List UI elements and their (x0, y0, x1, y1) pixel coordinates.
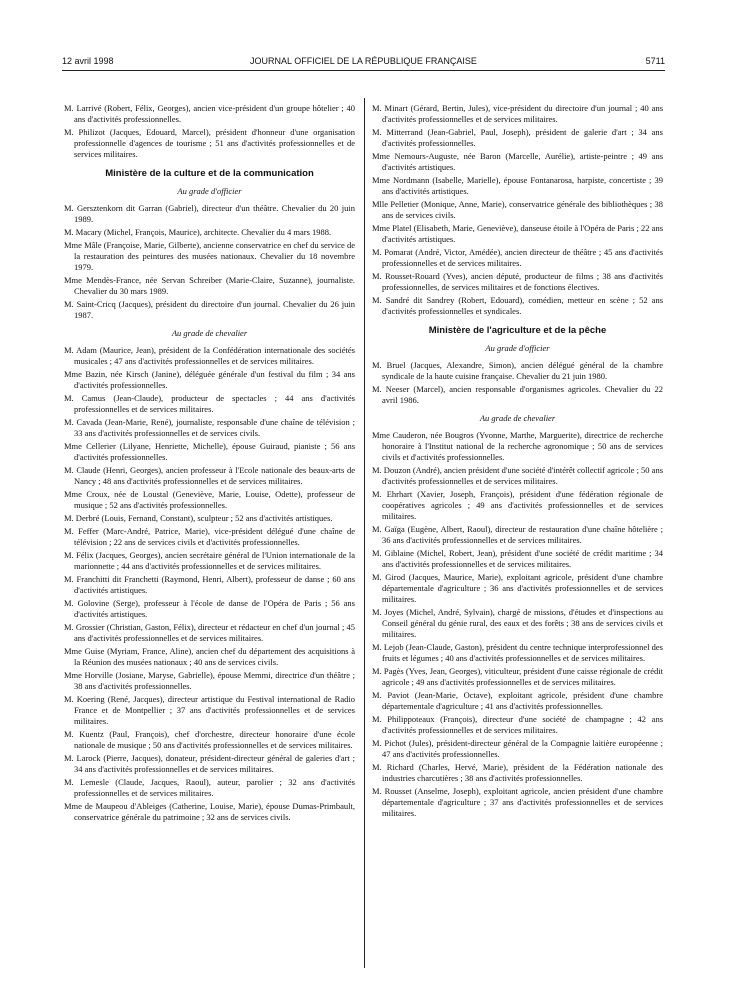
honoree-entry: M. Golovine (Serge), professeur à l'école de danse de l'Opéra de Paris ; 56 ans d'activités artistiques. (64, 598, 355, 619)
honoree-entry: M. Pagès (Yves, Jean, Georges), viticulteur, président d'une caisse régionale de crédit agricole ; 49 ans d'activités professionnelles et de services militaires. (372, 666, 663, 687)
ministry-heading: Ministère de la culture et de la communication (105, 168, 314, 179)
honoree-entry: Mme Guise (Myriam, France, Aline), ancien chef du département des acquisitions à la Réunion des musées nationaux ; 40 ans de services civils. (64, 646, 355, 667)
honoree-entry: M. Lejob (Jean-Claude, Gaston), président du centre technique interprofessionnel des fruits et légumes ; 40 ans d'activités professionnelles et de services militaires. (372, 642, 663, 663)
honoree-entry: Mme Nemours-Auguste, née Baron (Marcelle, Aurélie), artiste-peintre ; 49 ans d'activités artistiques. (372, 151, 663, 172)
honoree-entry: M. Rousset (Anselme, Joseph), exploitant agricole, ancien président d'une chambre départementale d'agriculture ; 37 ans d'activités professionnelles et de services militaires. (372, 786, 663, 818)
honoree-entry: Mme Cauderon, née Bougros (Yvonne, Marthe, Marguerite), directrice de recherche honoraire à l'Institut national de la recherche agronomique ; 50 ans de services civils et d'activités professionnelles. (372, 430, 663, 462)
honoree-entry: M. Girod (Jacques, Maurice, Marie), exploitant agricole, président d'une chambre départementale d'agriculture ; 36 ans d'activités professionnelles et de services militaires. (372, 572, 663, 604)
honoree-entry: Mme Mendès-France, née Servan Schreiber (Marie-Claire, Suzanne), journaliste. Chevalier du 30 mars 1989. (64, 275, 355, 296)
honoree-entry: Mme Platel (Elisabeth, Marie, Geneviève), danseuse étoile à l'Opéra de Paris ; 22 ans d'activités artistiques. (372, 223, 663, 244)
honoree-entry: M. Franchitti dit Franchetti (Raymond, Henri, Albert), professeur de danse ; 60 ans d'activités artistiques. (64, 574, 355, 595)
honoree-entry: M. Pomarat (André, Victor, Amédée), ancien directeur de théâtre ; 45 ans d'activités professionnelles et de services militaires. (372, 247, 663, 268)
grade-heading: Au grade d'officier (177, 186, 242, 196)
honoree-entry: M. Saint-Cricq (Jacques), président du directoire d'un journal. Chevalier du 26 juin 1987. (64, 299, 355, 320)
honoree-entry: M. Sandré dit Sandrey (Robert, Edouard), comédien, metteur en scène ; 52 ans d'activités professionnelles et syndicales. (372, 295, 663, 316)
right-column (372, 103, 663, 821)
honoree-entry: M. Philippoteaux (François), directeur d'une société de champagne ; 42 ans d'activités professionnelles et de services militaires. (372, 714, 663, 735)
honoree-entry: M. Larrivé (Robert, Félix, Georges), ancien vice-président d'un groupe hôtelier ; 40 ans d'activités professionnelles. (64, 103, 355, 124)
honoree-entry: Mme Horville (Josiane, Maryse, Gabrielle), épouse Memmi, directrice d'un théâtre ; 38 ans d'activités professionnelles. (64, 670, 355, 691)
honoree-entry: M. Mitterrand (Jean-Gabriel, Paul, Joseph), président de galerie d'art ; 34 ans d'activités professionnelles. (372, 127, 663, 148)
page-header (62, 56, 665, 71)
honoree-entry: M. Douzon (André), ancien président d'une société d'intérêt collectif agricole ; 50 ans d'activités professionnelles et de services militaires. (372, 465, 664, 486)
honoree-entry: M. Gaïga (Eugène, Albert, Raoul), directeur de restauration d'une chaîne hôtelière ; 36 ans d'activités professionnelles et de services militaires. (372, 524, 663, 545)
honoree-entry: Mme Cellerier (Lilyane, Henriette, Michelle), épouse Guiraud, pianiste ; 56 ans d'activités professionnelles. (64, 441, 355, 462)
honoree-entry: M. Paviot (Jean-Marie, Octave), exploitant agricole, président d'une chambre départementale d'agriculture ; 41 ans d'activités professionnelles. (372, 690, 663, 711)
ministry-heading: Ministère de l'agriculture et de la pêche (428, 325, 607, 336)
honoree-entry: M. Neeser (Marcel), ancien responsable d'organismes agricoles. Chevalier du 22 avril 1986. (372, 384, 663, 405)
grade-heading: Au grade de chevalier (171, 328, 248, 338)
left-column (64, 103, 355, 825)
honoree-entry: M. Cavada (Jean-Marie, René), journaliste, responsable d'une chaîne de télévision ; 33 ans d'activités professionnelles et de services civils. (64, 417, 355, 438)
honoree-entry: M. Félix (Jacques, Georges), ancien secrétaire général de l'Union internationale de la marionnette ; 44 ans d'activités professionnelles et de services militaires. (64, 550, 355, 571)
column-divider (364, 98, 365, 968)
grade-heading: Au grade d'officier (485, 343, 550, 353)
page-number: 5711 (645, 56, 665, 66)
honoree-entry: M. Macary (Michel, François, Maurice), architecte. Chevalier du 4 mars 1988. (64, 227, 332, 237)
honoree-entry: Mlle Pelletier (Monique, Anne, Marie), conservatrice générale des bibliothèques ; 38 ans de services civils. (372, 199, 663, 220)
honoree-entry: M. Koering (René, Jacques), directeur artistique du Festival international de Radio France et de Montpellier ; 37 ans d'activités professionnelles et de services militaires. (64, 694, 355, 726)
honoree-entry: M. Richard (Charles, Hervé, Marie), président de la Fédération nationale des industries charcutières ; 38 ans d'activités professionnelles. (372, 762, 663, 783)
honoree-entry: Mme Nordmann (Isabelle, Marielle), épouse Fontanarosa, harpiste, concertiste ; 39 ans d'activités artistiques. (372, 175, 663, 196)
honoree-entry: M. Lemesle (Claude, Jacques, Raoul), auteur, parolier ; 32 ans d'activités professionnelles et de services militaires. (64, 777, 355, 798)
honoree-entry: Mme Mâle (Françoise, Marie, Gilberte), ancienne conservatrice en chef du service de la restauration des peintures des musées nationaux. Chevalier du 18 novembre 1979. (64, 240, 355, 272)
honoree-entry: M. Gersztenkorn dit Garran (Gabriel), directeur d'un théâtre. Chevalier du 20 juin 1989. (64, 203, 355, 224)
journal-title: JOURNAL OFFICIEL DE LA RÉPUBLIQUE FRANÇAISE (250, 56, 477, 66)
honoree-entry: M. Minart (Gérard, Bertin, Jules), vice-président du directoire d'un journal ; 40 ans d'activités professionnelles et de services militaires. (372, 103, 663, 124)
honoree-entry: Mme Bazin, née Kirsch (Janine), déléguée générale d'un festival du film ; 34 ans d'activités professionnelles. (64, 369, 355, 390)
grade-heading: Au grade de chevalier (479, 413, 556, 423)
honoree-entry: M. Bruel (Jacques, Alexandre, Simon), ancien délégué général de la chambre syndicale de la haute cuisine française. Chevalier du 21 juin 1980. (372, 360, 663, 381)
honoree-entry: Mme de Maupeou d'Ableiges (Catherine, Louise, Marie), épouse Dumas-Primbault, conservatrice générale du patrimoine ; 32 ans de services civils. (64, 801, 355, 822)
honoree-entry: M. Rousset-Rouard (Yves), ancien député, producteur de films ; 38 ans d'activités professionnelles, de services militaires et de fonctions électives. (372, 271, 663, 292)
honoree-entry: Mme Croux, née de Loustal (Geneviève, Marie, Louise, Odette), professeur de musique ; 52 ans d'activités professionnelles. (64, 489, 355, 510)
honoree-entry: M. Adam (Maurice, Jean), président de la Confédération internationale des sociétés musicales ; 47 ans d'activités professionnelles et de services militaires. (64, 345, 355, 366)
header-date: 12 avril 1998 (62, 56, 114, 66)
honoree-entry: M. Ehrhart (Xavier, Joseph, François), président d'une fédération régionale de coopératives agricoles ; 49 ans d'activités professionnelles et de services militaires. (372, 489, 663, 521)
honoree-entry: M. Derbré (Louis, Fernand, Constant), sculpteur ; 52 ans d'activités artistiques. (64, 513, 333, 523)
honoree-entry: M. Camus (Jean-Claude), producteur de spectacles ; 44 ans d'activités professionnelles et de services militaires. (64, 393, 355, 414)
honoree-entry: M. Grossier (Christian, Gaston, Félix), directeur et rédacteur en chef d'un journal ; 45 ans d'activités professionnelles et de services militaires. (64, 622, 355, 643)
honoree-entry: M. Kuentz (Paul, François), chef d'orchestre, directeur honoraire d'une école nationale de musique ; 50 ans d'activités professionnelles et de services militaires. (64, 729, 355, 750)
honoree-entry: M. Philizot (Jacques, Edouard, Marcel), président d'honneur d'une organisation professionnelle d'agences de tourisme ; 51 ans d'activités professionnelles et de services militaires. (64, 127, 355, 159)
honoree-entry: M. Giblaine (Michel, Robert, Jean), président d'une société de crédit maritime ; 34 ans d'activités professionnelles et de services militaires. (372, 548, 663, 569)
honoree-entry: M. Pichot (Jules), président-directeur général de la Compagnie laitière européenne ; 47 ans d'activités professionnelles. (372, 738, 663, 759)
honoree-entry: M. Feffer (Marc-André, Patrice, Marie), vice-président délégué d'une chaîne de télévision ; 22 ans de services civils et d'activités professionnelles. (64, 526, 355, 547)
honoree-entry: M. Claude (Henri, Georges), ancien professeur à l'Ecole nationale des beaux-arts de Nancy ; 48 ans d'activités professionnelles et de services militaires. (64, 465, 355, 486)
honoree-entry: M. Joyes (Michel, André, Sylvain), chargé de missions, d'études et d'inspections au Conseil général du génie rural, des eaux et des forêts ; 38 ans de services civils et militaires. (372, 607, 663, 639)
honoree-entry: M. Larock (Pierre, Jacques), donateur, président-directeur général de galeries d'art ; 34 ans d'activités professionnelles et de services militaires. (64, 753, 355, 774)
